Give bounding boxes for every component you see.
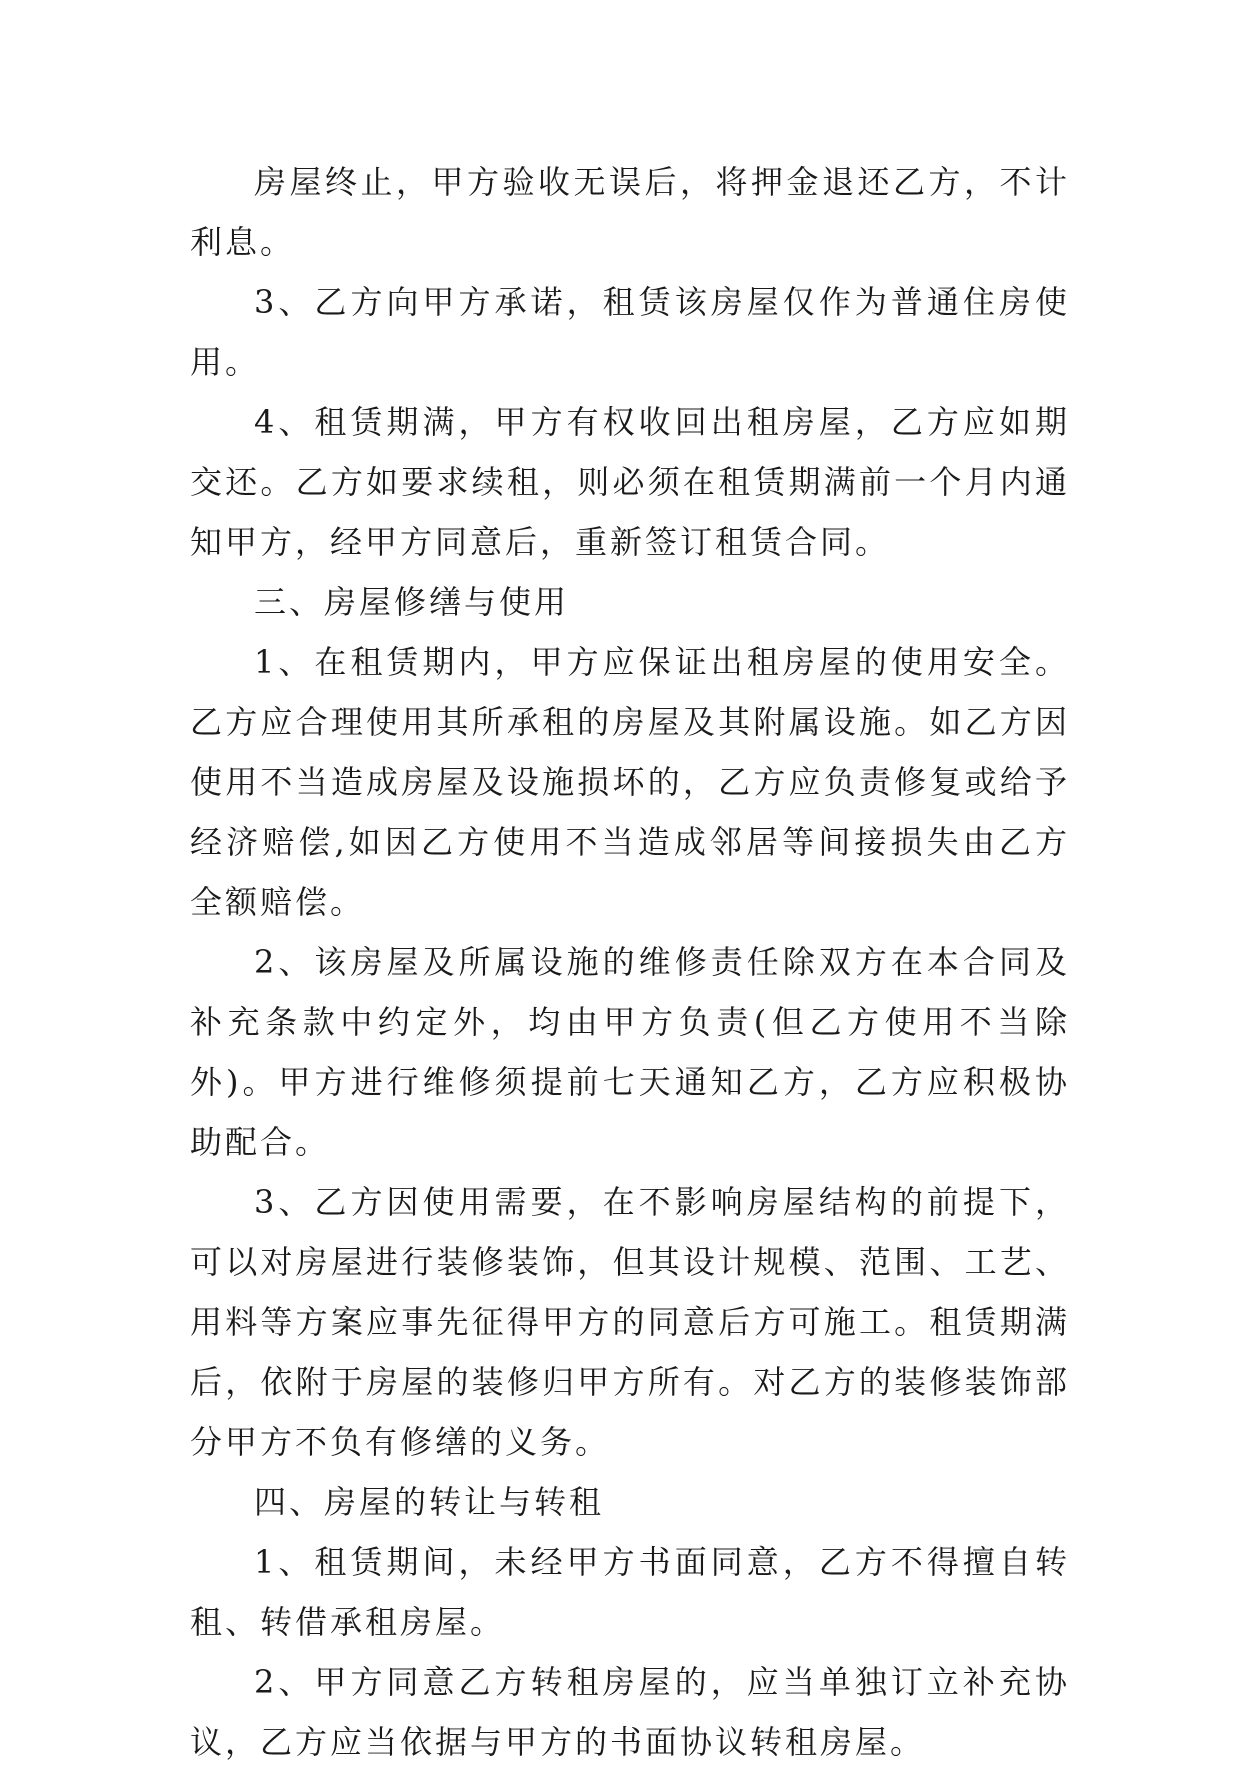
paragraph-repair-clause-1: 1、在租赁期内，甲方应保证出租房屋的使用安全。乙方应合理使用其所承租的房屋及其附属设施。如乙方因使用不当造成房屋及设施损坏的，乙方应负责修复或给予经济赔偿,如因乙方使用不当造成邻居等间接损失由乙方全额赔偿。: [190, 643, 1070, 921]
paragraph-deposit-return: 房屋终止，甲方验收无误后，将押金退还乙方，不计利息。: [190, 163, 1070, 261]
paragraph-clause-3-residential-use: 3、乙方向甲方承诺，租赁该房屋仅作为普通住房使用。: [190, 283, 1070, 381]
paragraph-transfer-clause-1: 1、租赁期间，未经甲方书面同意，乙方不得擅自转租、转借承租房屋。: [190, 1543, 1070, 1641]
paragraph-repair-clause-3: 3、乙方因使用需要，在不影响房屋结构的前提下，可以对房屋进行装修装饰，但其设计规模、范围、工艺、用料等方案应事先征得甲方的同意后方可施工。租赁期满后，依附于房屋的装修归甲方所有。对乙方的装修装饰部分甲方不负有修缮的义务。: [190, 1183, 1070, 1461]
section-heading-transfer-and-sublease: 四、房屋的转让与转租: [254, 1483, 605, 1521]
paragraph-clause-4-lease-expiry: 4、租赁期满，甲方有权收回出租房屋，乙方应如期交还。乙方如要求续租，则必须在租赁期满前一个月内通知甲方，经甲方同意后，重新签订租赁合同。: [190, 403, 1070, 561]
section-heading-repair-and-use: 三、房屋修缮与使用: [254, 583, 570, 621]
paragraph-transfer-clause-2: 2、甲方同意乙方转租房屋的，应当单独订立补充协议，乙方应当依据与甲方的书面协议转租房屋。: [190, 1663, 1070, 1761]
document-body: [190, 152, 1070, 1772]
paragraph-repair-clause-2: 2、该房屋及所属设施的维修责任除双方在本合同及补充条款中约定外，均由甲方负责(但乙方使用不当除外)。甲方进行维修须提前七天通知乙方，乙方应积极协助配合。: [190, 943, 1070, 1161]
